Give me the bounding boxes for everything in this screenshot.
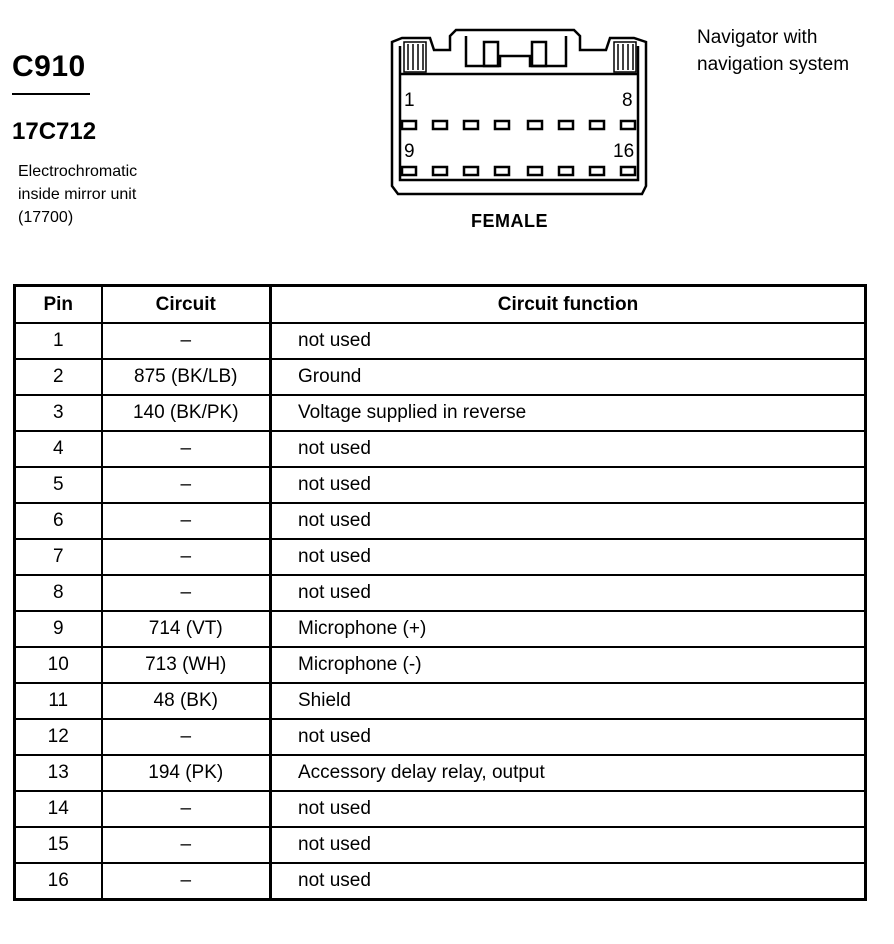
- pin-cavity: [528, 167, 542, 175]
- pin-cell: 2: [15, 359, 102, 395]
- table-row: [15, 683, 866, 719]
- table-row: [15, 827, 866, 863]
- vehicle-note: [697, 24, 849, 78]
- pin-cell: 8: [15, 575, 102, 611]
- function-cell: Accessory delay relay, output: [271, 755, 866, 791]
- pin-cavity: [402, 121, 416, 129]
- table-row: [15, 431, 866, 467]
- pin-cavity: [528, 121, 542, 129]
- table-row: [15, 539, 866, 575]
- pin-cell: 6: [15, 503, 102, 539]
- header-circuit: Circuit: [102, 286, 271, 324]
- function-cell: not used: [271, 719, 866, 755]
- circuit-cell: 48 (BK): [102, 683, 271, 719]
- circuit-cell: –: [102, 827, 271, 863]
- table-row: [15, 791, 866, 827]
- pin-cell: 7: [15, 539, 102, 575]
- pin-label-bottom-right: 16: [613, 141, 635, 162]
- pin-cell: 9: [15, 611, 102, 647]
- table-row: [15, 863, 866, 900]
- connector-id: C910: [12, 50, 86, 83]
- connector-face-icon: [388, 28, 650, 204]
- connector-inner-outline: [400, 46, 638, 180]
- circuit-cell: –: [102, 503, 271, 539]
- function-cell: not used: [271, 539, 866, 575]
- pin-label-top-left: 1: [404, 90, 415, 111]
- pin-cell: 16: [15, 863, 102, 900]
- function-cell: not used: [271, 431, 866, 467]
- pin-cell: 1: [15, 323, 102, 359]
- circuit-cell: 140 (BK/PK): [102, 395, 271, 431]
- table-row: [15, 359, 866, 395]
- connector-gender-label: FEMALE: [471, 211, 548, 231]
- circuit-cell: 875 (BK/LB): [102, 359, 271, 395]
- pin-cell: 4: [15, 431, 102, 467]
- pin-cavity: [464, 121, 478, 129]
- function-cell: Microphone (-): [271, 647, 866, 683]
- pin-cavity: [402, 167, 416, 175]
- circuit-cell: –: [102, 719, 271, 755]
- table-row: [15, 719, 866, 755]
- pin-cavity: [559, 121, 573, 129]
- circuit-cell: –: [102, 467, 271, 503]
- header-circuit-function: Circuit function: [271, 286, 866, 324]
- component-line: inside mirror unit: [18, 186, 137, 203]
- pin-cavity: [495, 121, 509, 129]
- lock-window: [484, 42, 498, 66]
- circuit-cell: –: [102, 791, 271, 827]
- pin-cavity: [433, 121, 447, 129]
- component-line: (17700): [18, 209, 74, 226]
- table-row: [15, 611, 866, 647]
- vehicle-note-line: Navigator with: [697, 27, 818, 48]
- function-cell: not used: [271, 323, 866, 359]
- pin-cavity: [559, 167, 573, 175]
- pin-cavity: [495, 167, 509, 175]
- table-row: [15, 755, 866, 791]
- pin-cavity: [590, 167, 604, 175]
- pinout-rows: [15, 323, 866, 900]
- function-cell: not used: [271, 467, 866, 503]
- pin-cell: 15: [15, 827, 102, 863]
- table-row: [15, 647, 866, 683]
- function-cell: not used: [271, 503, 866, 539]
- vehicle-note-line: navigation system: [697, 54, 850, 75]
- part-number: 17C712: [12, 118, 97, 145]
- circuit-cell: –: [102, 323, 271, 359]
- function-cell: not used: [271, 575, 866, 611]
- connector-outline: [392, 30, 646, 194]
- pin-cavity: [464, 167, 478, 175]
- function-cell: not used: [271, 827, 866, 863]
- pin-cell: 13: [15, 755, 102, 791]
- pin-cell: 10: [15, 647, 102, 683]
- circuit-cell: –: [102, 575, 271, 611]
- connector-id-underline: [12, 93, 90, 95]
- pin-cell: 12: [15, 719, 102, 755]
- table-row: [15, 467, 866, 503]
- component-line: Electrochromatic: [18, 163, 138, 180]
- lock-window: [532, 42, 546, 66]
- component-description: [18, 160, 137, 229]
- function-cell: Ground: [271, 359, 866, 395]
- circuit-cell: –: [102, 539, 271, 575]
- circuit-cell: 714 (VT): [102, 611, 271, 647]
- table-row: [15, 503, 866, 539]
- pin-label-top-right: 8: [622, 90, 633, 111]
- pin-cell: 14: [15, 791, 102, 827]
- pin-label-bottom-left: 9: [404, 141, 415, 162]
- function-cell: Shield: [271, 683, 866, 719]
- function-cell: not used: [271, 791, 866, 827]
- pin-cavity: [590, 121, 604, 129]
- pin-cavity: [621, 167, 635, 175]
- pin-cell: 3: [15, 395, 102, 431]
- header-pin: Pin: [15, 286, 102, 324]
- table-row: [15, 575, 866, 611]
- circuit-cell: 194 (PK): [102, 755, 271, 791]
- table-row: [15, 323, 866, 359]
- pin-cavity: [621, 121, 635, 129]
- pin-cavity: [433, 167, 447, 175]
- pin-cell: 11: [15, 683, 102, 719]
- table-row: [15, 395, 866, 431]
- table-header-row: [15, 286, 866, 324]
- function-cell: Voltage supplied in reverse: [271, 395, 866, 431]
- circuit-cell: 713 (WH): [102, 647, 271, 683]
- circuit-cell: –: [102, 863, 271, 900]
- pinout-table: [13, 284, 867, 901]
- function-cell: not used: [271, 863, 866, 900]
- circuit-cell: –: [102, 431, 271, 467]
- locking-tab: [466, 36, 566, 66]
- pin-cell: 5: [15, 467, 102, 503]
- function-cell: Microphone (+): [271, 611, 866, 647]
